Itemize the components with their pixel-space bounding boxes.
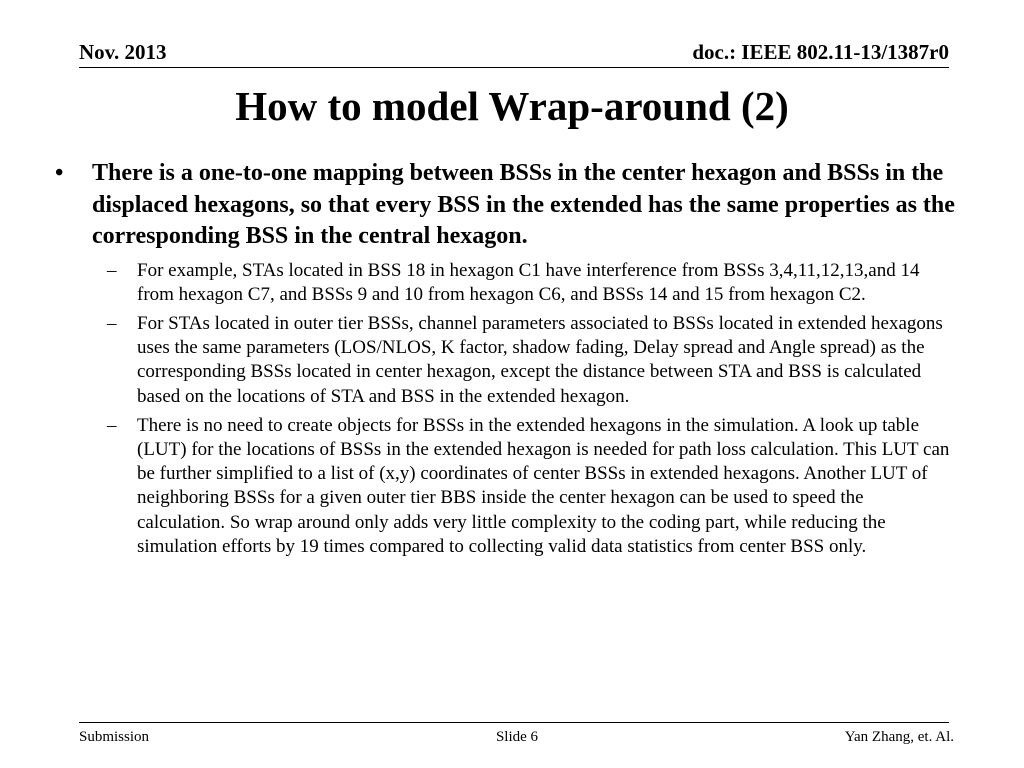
sub-bullet-list	[55, 259, 955, 559]
sub-bullet-text: There is no need to create objects for BSSs in the extended hexagons in the simulation. A look up table (LUT) for the locations of BSSs in the extended hexagon is needed for path loss calculation. This LUT can be further simplified to a list of (x,y) coordinates of center BSSs in extended hexagons. Another LUT of neighboring BSSs for a given outer tier BBS inside the center hexagon can be used to speed the calculation. So wrap around only adds very little complexity to the coding part, while reducing the simulation efforts by 19 times compared to collecting valid data statistics from center BSS only.	[137, 414, 950, 557]
dash-marker: –	[107, 414, 117, 436]
bullet-marker: •	[55, 160, 64, 186]
main-bullet	[55, 158, 955, 253]
dash-marker: –	[107, 312, 117, 334]
sub-bullet-text: For STAs located in outer tier BSSs, channel parameters associated to BSSs located in extended hexagons uses the same parameters (LOS/NLOS, K factor, shadow fading, Delay spread and Angle spread) as the corresponding BSSs located in center hexagon, except the distance between STA and BSS is calculated based on the locations of STA and BSS in the extended hexagon.	[137, 312, 943, 407]
footer-slide-number: Slide 6	[495, 729, 539, 745]
footer-author: Yan Zhang, et. Al.	[844, 729, 954, 745]
footer-submission: Submission	[79, 729, 150, 745]
header-date: Nov. 2013	[79, 40, 167, 64]
sub-bullet-example	[55, 259, 955, 307]
slide-header	[79, 40, 949, 68]
slide-body	[55, 158, 955, 564]
header-doc-id: doc.: IEEE 802.11-13/1387r0	[692, 40, 949, 64]
dash-marker: –	[107, 259, 117, 281]
sub-bullet-lut	[55, 414, 955, 559]
main-bullet-text: There is a one-to-one mapping between BSSs in the center hexagon and BSSs in the displaced hexagons, so that every BSS in the extended has the same properties as the corresponding BSS in the central hexagon.	[92, 160, 955, 249]
sub-bullet-text: For example, STAs located in BSS 18 in hexagon C1 have interference from BSSs 3,4,11,12,13,and 14 from hexagon C7, and BSSs 9 and 10 from hexagon C6, and BSSs 14 and 15 from hexagon C2.	[137, 259, 920, 305]
footer-divider	[79, 722, 949, 723]
sub-bullet-outer-tier	[55, 312, 955, 409]
header-divider	[79, 67, 949, 68]
slide-title: How to model Wrap-around (2)	[235, 83, 789, 129]
